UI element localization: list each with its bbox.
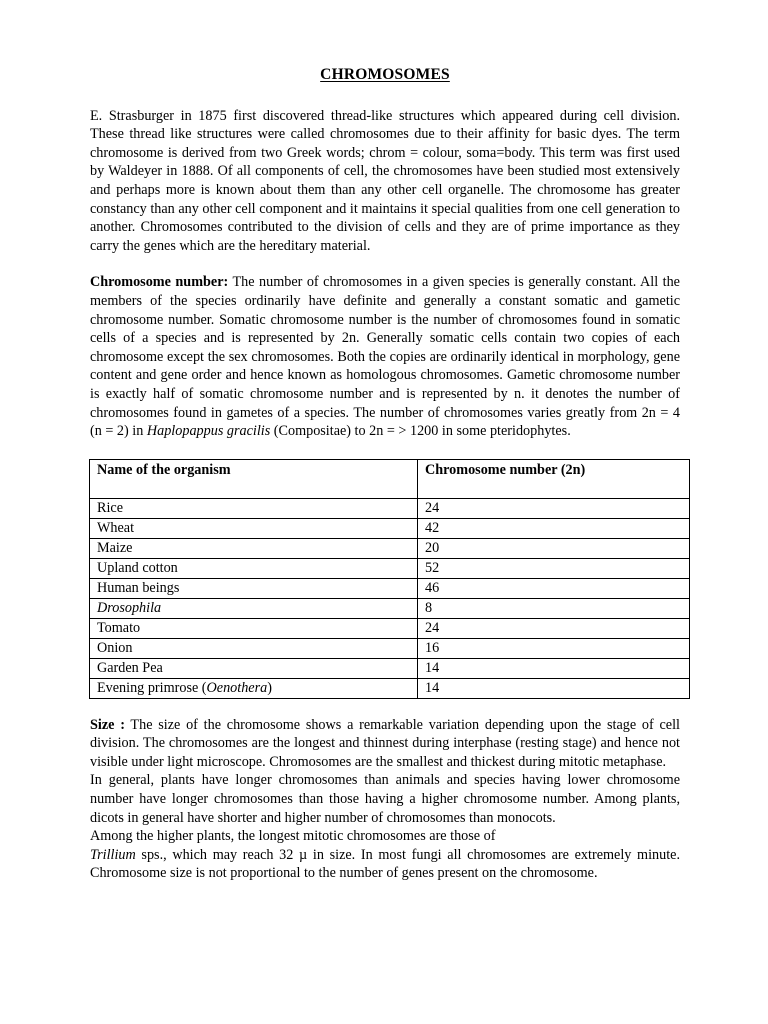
chromosome-number-table xyxy=(89,459,690,699)
cell-organism xyxy=(90,658,418,678)
organism-name: Tomato xyxy=(97,619,141,636)
organism-name: Evening primrose ( xyxy=(97,679,207,696)
column-header-chromosome-number: Chromosome number (2n) xyxy=(418,459,690,498)
table-row xyxy=(90,538,690,558)
cell-chromosome-number: 8 xyxy=(418,598,690,618)
chromosome-number-heading: Chromosome number: xyxy=(90,274,229,291)
cell-organism xyxy=(90,598,418,618)
size-heading: Size : xyxy=(90,716,125,733)
cell-organism xyxy=(90,678,418,698)
table-header-row xyxy=(90,459,690,498)
table-row xyxy=(90,558,690,578)
organism-name-suffix: ) xyxy=(267,679,272,696)
organism-name-italic: Oenothera xyxy=(206,679,268,696)
table-row xyxy=(90,618,690,638)
intro-text: E. Strasburger in 1875 first discovered thread-like structures which appeared during cell division. These thread like structures were called chromosomes due to their affinity for basic dyes. The term chromosome is derived from two Greek words; chrom = colour, soma=body. This term was first used by Waldeyer in 1888. Of all components of cell, the chromosomes have been studied most extensively and perhaps more is known about them than any other cell organelle. The chromosome has greater constancy than any other cell component and it maintains it special qualities from one cell generation to another. Chromosomes contributed to the division of cells and they are of prime importance as they carry the genes which are the hereditary material. xyxy=(90,107,680,254)
document-content xyxy=(90,66,680,883)
cell-chromosome-number: 24 xyxy=(418,498,690,518)
size-body: The size of the chromosome shows a remarkable variation depending upon the stage of cell division. The chromosomes are the longest and thinnest during interphase (resting stage) and hence not visible under light microscope. Chromosomes are the smallest and thickest during mitotic metaphase. xyxy=(90,716,680,770)
table-row xyxy=(90,518,690,538)
organism-name: Onion xyxy=(97,639,133,656)
chromosome-number-tail: (Compositae) to 2n = > 1200 in some pteridophytes. xyxy=(270,423,571,440)
column-header-organism: Name of the organism xyxy=(90,459,418,498)
higher-plants-lead-text: Among the higher plants, the longest mitotic chromosomes are those of xyxy=(90,828,496,845)
table-row xyxy=(90,598,690,618)
species-haplopappus-gracilis: Haplopappus gracilis xyxy=(146,423,271,440)
cell-chromosome-number: 24 xyxy=(418,618,690,638)
cell-chromosome-number: 42 xyxy=(418,518,690,538)
organism-name: Garden Pea xyxy=(97,659,163,676)
organism-name: Human beings xyxy=(97,579,180,596)
paragraph-chromosome-number xyxy=(90,273,680,440)
cell-organism xyxy=(90,618,418,638)
cell-organism xyxy=(90,518,418,538)
cell-chromosome-number: 52 xyxy=(418,558,690,578)
paragraph-higher-plants-lead xyxy=(90,827,680,846)
species-trillium: Trillium xyxy=(90,846,136,863)
cell-organism xyxy=(90,638,418,658)
table-body xyxy=(90,498,690,698)
table-row xyxy=(90,638,690,658)
table-row xyxy=(90,578,690,598)
cell-organism xyxy=(90,558,418,578)
plant-chromosome-length-text: In general, plants have longer chromosomes than animals and species having lower chromosome number have longer chromosomes than those having a higher chromosome number. Among plants, dicots in general have shorter and higher number of chromosomes than monocots. xyxy=(90,772,680,826)
organism-name: Rice xyxy=(97,499,123,516)
cell-organism xyxy=(90,538,418,558)
paragraph-plant-chromosome-length xyxy=(90,771,680,827)
cell-organism xyxy=(90,578,418,598)
cell-chromosome-number: 16 xyxy=(418,638,690,658)
cell-chromosome-number: 46 xyxy=(418,578,690,598)
organism-name-italic: Drosophila xyxy=(97,599,162,616)
organism-name: Upland cotton xyxy=(97,559,178,576)
organism-name: Maize xyxy=(97,539,133,556)
table-row xyxy=(90,658,690,678)
cell-organism xyxy=(90,498,418,518)
table-row xyxy=(90,678,690,698)
cell-chromosome-number: 20 xyxy=(418,538,690,558)
trillium-body: sps., which may reach 32 µ in size. In most fungi all chromosomes are extremely minute. Chromosome size is not proportional to the number of genes present on the chromosome. xyxy=(90,846,680,882)
paragraph-intro xyxy=(90,107,680,256)
table-row xyxy=(90,498,690,518)
paragraph-trillium xyxy=(90,846,680,883)
organism-name: Wheat xyxy=(97,519,135,536)
cell-chromosome-number: 14 xyxy=(418,658,690,678)
chromosome-number-body: The number of chromosomes in a given species is generally constant. All the members of the species ordinarily have definite and generally a constant somatic and gametic chromosome number. Somatic chromosome number is the number of chromosomes found in somatic cells of a species and is represented by 2n. Generally somatic cells contain two copies of each chromosome except the sex chromosomes. Both the copies are ordinarily identical in morphology, gene content and gene order and hence known as homologous chromosomes. Gametic chromosome number is exactly half of somatic chromosome number and is represented by n. it denotes the number of chromosomes found in gametes of a species. The number of chromosomes varies greatly from 2n = 4 (n = 2) in xyxy=(90,274,680,440)
paragraph-size xyxy=(90,716,680,772)
page-title: CHROMOSOMES xyxy=(320,66,450,83)
cell-chromosome-number: 14 xyxy=(418,678,690,698)
